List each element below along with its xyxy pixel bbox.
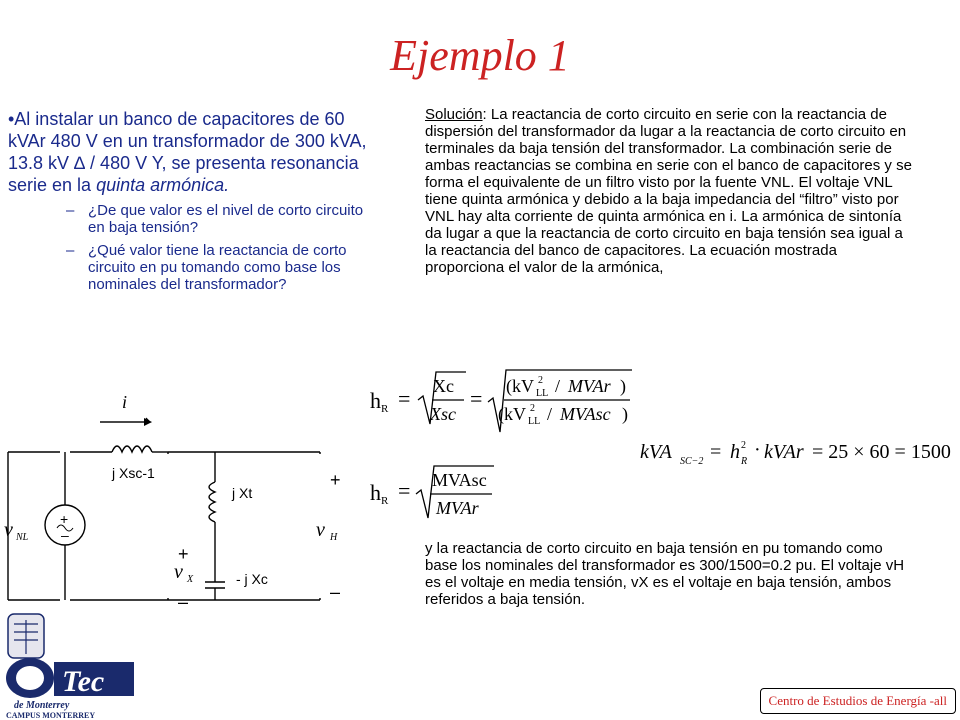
bullet-italic: quinta armónica. [96,175,230,195]
vnl-sub: NL [16,532,29,543]
eq2-h: h [730,441,740,463]
tec-logo [0,610,140,720]
eq1-kv-sub2: LL [528,416,541,427]
eq1-close: ) [620,376,626,396]
solution-text: : La reactancia de corto circuito en serie con la reactancia de dispersión del transformador da lugar a la reactancia de corto circuito en terminales da baja tensión del transformador. La combinación serie de ambas reactancias se combina en serie con el banco de capacitores y se forma el equivalente de un filtro visto por la fuente VNL. El voltaje VNL tiene quinta armónica y debido a la baja impedancia del “filtro” visto por VNL hay alta corriente de quinta armónica en i. La armónica de sintonía da lugar a que la reactancia de corto circuito en baja tensión sea igual a la reactancia del banco de capacitores. La ecuación mostrada proporciona el valor de la armónica, [425,106,912,276]
equation-hr-2 [370,466,494,518]
eq1-kv-num: (kV [506,376,534,396]
eq3-eq: = [398,478,411,503]
eq1-close2: ) [622,404,628,424]
eq2-kvar: kVAr [764,441,804,463]
eq1-h-sub: R [381,403,389,415]
solution-paragraph-2: y la reactancia de corto circuito en baja tensión en pu tomando como base los nominales del transformador es 300/1500=0.2 pu. El voltaje vH es el voltaje en media tensión, vX es el voltaje en baja tensión, ambos referidos a baja tensión. [425,540,905,608]
question-2-text: ¿Qué valor tiene la reactancia de corto circuito en pu tomando como base los nominales del transformador? [88,242,347,293]
eq1-kv-sub: LL [536,388,549,399]
eq1-kv-sup: 2 [538,375,543,386]
vh-label: v [316,519,325,541]
jxsc-label: j Xsc-1 [112,465,155,481]
solution-label: Solución [425,106,483,123]
vh-sub: H [330,532,338,543]
eq1-xc: Xc [433,376,454,396]
eq1-mvasc: MVAsc [560,404,611,424]
eq3-h: h [370,480,381,505]
logo-sub1: de Monterrey [14,700,70,711]
eq1-eq2: = [470,386,483,411]
dash: – [66,202,75,219]
eq3-h-sub: R [381,495,389,507]
footer-label: Centro de Estudios de Energía -all [760,688,956,714]
eq2-h-sub: R [741,456,748,467]
jxt-label: j Xt [232,485,253,501]
eq1-kv-den: (kV [498,404,526,424]
eq3-mvasc: MVAsc [432,470,487,490]
eq2-kva-sub: SC−2 [680,456,704,467]
tec-wordmark [6,658,134,698]
eq2-kva: kVA [640,441,672,463]
vx-sub: X [187,574,194,585]
eq1-kv-sup2: 2 [530,403,535,414]
eq2-dot: · [754,439,761,461]
question-1-text: ¿De que valor es el nivel de corto circuito en baja tensión? [88,202,364,236]
eq1-h: h [370,388,381,413]
eq2-h-sup: 2 [741,440,746,451]
logo-text: Tec [62,665,105,698]
vx-plus: + [178,544,189,564]
jxc-label: - j Xc [236,571,268,587]
eq1-eq: = [398,386,411,411]
eq1-xsc: Xsc [430,404,456,424]
eq2-rhs: = 25 × 60 = 1500 [812,441,951,463]
eq3-mvar: MVAr [436,498,479,518]
seal-icon [8,614,44,658]
logo-sub2: CAMPUS MONTERREY [6,711,96,720]
current-label: i [122,392,128,412]
bullet-text: •Al instalar un banco de capacitores de 60 kVAr 480 V en un transformador de 300 kVA, 13.8 kV ∆ / 480 V Y, se presenta resonancia serie en la [8,109,367,195]
source-plus: + [60,511,69,527]
eq1-mvar: MVAr [568,376,611,396]
slide-title: Ejemplo 1 [390,31,570,80]
vnl-label: v [4,519,13,541]
circuit-diagram [0,380,360,610]
eq1-slash: / [555,376,561,396]
vh-minus: – [330,582,341,602]
eq1-slash2: / [547,404,553,424]
equation-hr-1 [370,370,632,432]
vh-plus: + [330,470,341,490]
vx-minus: – [178,592,189,610]
eq2-eq: = [710,441,722,463]
vx-label: v [174,561,183,583]
source-minus: – [61,527,69,543]
equation-kva [640,439,951,467]
dash: – [66,242,75,259]
